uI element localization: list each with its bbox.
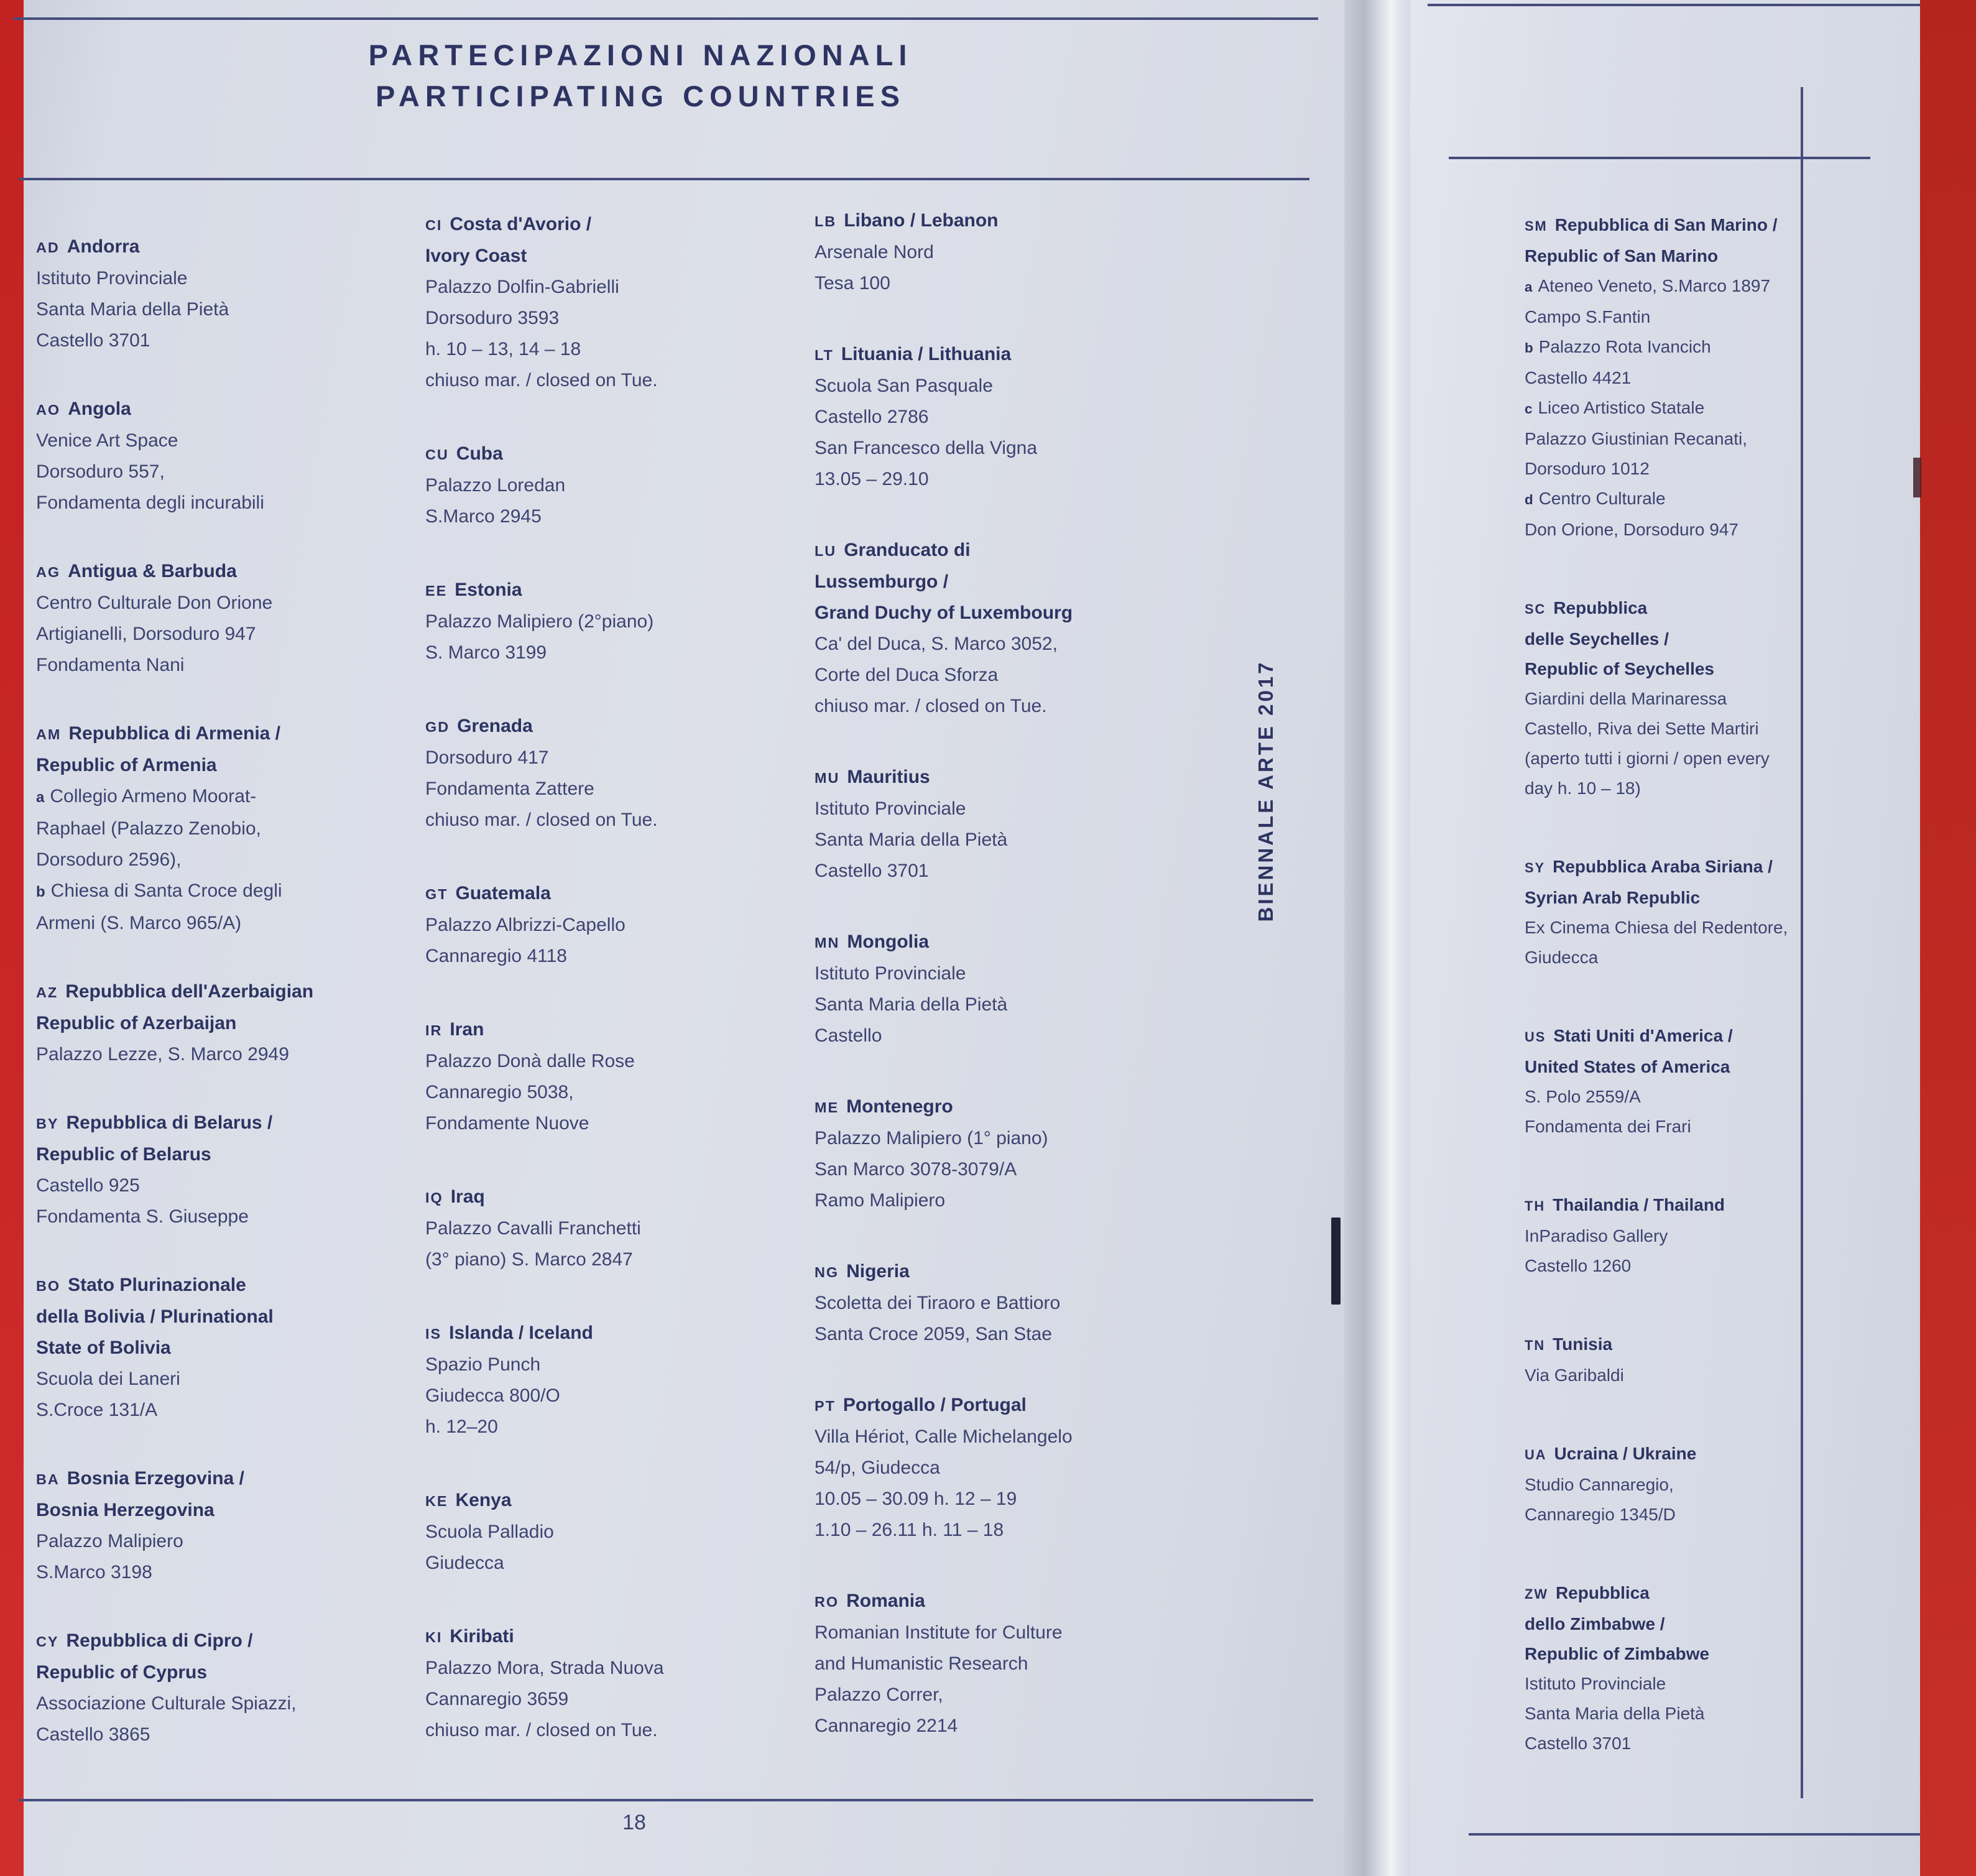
venue-line: Castello 3865 (36, 1724, 150, 1745)
country-entry (815, 205, 1228, 299)
country-entry (815, 926, 1228, 1051)
country-entry (1525, 1190, 1873, 1281)
country-entry-first-line (1525, 1329, 1873, 1361)
country-entry-first-line (425, 1621, 811, 1653)
country-entry-first-line (36, 556, 409, 588)
venue-line: b Chiesa di Santa Croce degli (36, 880, 282, 901)
country-entry-first-line (425, 575, 811, 606)
country-name-continued: della Bolivia / Plurinational (36, 1306, 274, 1327)
venue-line: San Marco 3078-3079/A (815, 1159, 1017, 1180)
country-code: ME (815, 1099, 839, 1116)
venue-line: Villa Hériot, Calle Michelangelo (815, 1426, 1073, 1447)
venue-line: (3° piano) S. Marco 2847 (425, 1249, 633, 1270)
venue-line: Castello, Riva dei Sette Martiri (1525, 719, 1759, 738)
country-entry-first-line (1525, 1439, 1873, 1470)
country-name-continued: United States of America (1525, 1057, 1730, 1076)
country-entry-first-line (425, 1181, 811, 1213)
page-number: 18 (622, 1811, 646, 1834)
venue-line: Santa Maria della Pietà (36, 299, 229, 320)
venue-line: Santa Maria della Pietà (815, 829, 1008, 850)
left-page-bottom-rule (19, 1799, 1313, 1801)
country-name: Repubblica Araba Siriana / (1553, 857, 1773, 876)
page-title-line1: PARTECIPAZIONI NAZIONALI (368, 39, 913, 72)
venue-line: a Ateneo Veneto, S.Marco 1897 (1525, 276, 1771, 295)
country-entry (1525, 1578, 1873, 1758)
venue-line: h. 12–20 (425, 1416, 498, 1437)
country-entry-first-line (36, 976, 409, 1008)
venue-line: Castello 2786 (815, 407, 929, 427)
country-name-continued: Ivory Coast (425, 246, 527, 266)
venue-line: Fondamenta dei Frari (1525, 1117, 1691, 1136)
venue-line: b Palazzo Rota Ivancich (1525, 337, 1711, 356)
venue-line: Palazzo Lezze, S. Marco 2949 (36, 1044, 289, 1065)
country-name: Stato Plurinazionale (68, 1275, 246, 1295)
venue-line: Palazzo Giustinian Recanati, (1525, 429, 1747, 448)
country-entry (815, 1091, 1228, 1216)
country-code: LU (815, 543, 837, 559)
venue-line: Giudecca (1525, 948, 1599, 967)
country-entry (1525, 210, 1873, 545)
venue-line: Istituto Provinciale (815, 963, 966, 984)
country-entry-first-line (815, 339, 1228, 371)
country-column-2 (425, 209, 811, 1788)
country-name: Iran (450, 1019, 484, 1040)
venue-line: Castello 4421 (1525, 368, 1632, 387)
country-entry (815, 1256, 1228, 1350)
binding-ink-mark (1331, 1218, 1341, 1305)
country-entry (815, 339, 1228, 495)
country-code: KI (425, 1629, 443, 1645)
venue-line: Cannaregio 3659 (425, 1689, 569, 1709)
country-name: Montenegro (846, 1096, 953, 1117)
venue-line: a Collegio Armeno Moorat- (36, 786, 257, 806)
country-entry-first-line (815, 535, 1228, 566)
venue-line: Fondamenta degli incurabili (36, 492, 264, 513)
country-code: AO (36, 402, 61, 418)
country-entry (425, 1485, 811, 1579)
country-code: CY (36, 1633, 59, 1650)
venue-line: Istituto Provinciale (1525, 1674, 1666, 1693)
country-code: SM (1525, 218, 1548, 234)
venue-line: Dorsoduro 3593 (425, 308, 560, 328)
spine-vertical-text: BIENNALE ARTE 2017 (1254, 660, 1277, 922)
venue-line: Don Orione, Dorsoduro 947 (1525, 520, 1738, 539)
country-entry-first-line (1525, 210, 1873, 241)
country-code: UA (1525, 1447, 1547, 1462)
venue-line: Castello 1260 (1525, 1256, 1632, 1275)
country-name-continued: Republic of Seychelles (1525, 659, 1714, 678)
country-entry-first-line (425, 1485, 811, 1517)
country-entry-first-line (815, 762, 1228, 793)
country-name-continued: delle Seychelles / (1525, 629, 1669, 649)
country-entry-first-line (36, 718, 409, 750)
venue-line: c Liceo Artistico Statale (1525, 398, 1705, 417)
venue-line: Palazzo Dolfin-Gabrielli (425, 277, 619, 297)
country-code: LT (815, 347, 834, 363)
country-code: SY (1525, 860, 1546, 876)
country-entry (36, 231, 409, 356)
venue-line: 54/p, Giudecca (815, 1458, 940, 1478)
country-name-continued: State of Bolivia (36, 1338, 171, 1358)
country-entry (1525, 1021, 1873, 1142)
country-code: GT (425, 886, 448, 902)
country-entry (1525, 1329, 1873, 1390)
page-title-line2: PARTICIPATING COUNTRIES (376, 80, 905, 113)
venue-line: Palazzo Donà dalle Rose (425, 1051, 635, 1071)
country-entry (425, 438, 811, 532)
country-code: KE (425, 1493, 448, 1509)
venue-line: S.Croce 131/A (36, 1400, 158, 1420)
venue-line: Scuola Palladio (425, 1522, 554, 1542)
country-name-continued: Republic of San Marino (1525, 246, 1719, 266)
venue-line: Fondamenta Zattere (425, 779, 594, 799)
cover-red-strip-left (0, 0, 24, 1876)
venue-line: Armeni (S. Marco 965/A) (36, 913, 242, 933)
right-page-title-rule (1449, 157, 1870, 159)
country-entry-first-line (425, 711, 811, 742)
country-entry-first-line (1525, 593, 1873, 624)
venue-line: Santa Croce 2059, San Stae (815, 1324, 1052, 1344)
venue-line: Spazio Punch (425, 1354, 541, 1375)
venue-line: S.Marco 3198 (36, 1562, 152, 1583)
venue-line: Associazione Culturale Spiazzi, (36, 1693, 297, 1714)
country-code: MN (815, 935, 840, 951)
venue-line: Palazzo Malipiero (2°piano) (425, 611, 654, 632)
country-code: AG (36, 564, 61, 580)
country-entry (425, 1318, 811, 1443)
venue-line: Ca' del Duca, S. Marco 3052, (815, 634, 1058, 654)
country-name-continued: Republic of Cyprus (36, 1662, 208, 1683)
venue-line: chiuso mar. / closed on Tue. (815, 696, 1047, 716)
country-entry (425, 1181, 811, 1275)
country-column-3 (815, 205, 1228, 1781)
venue-line: Romanian Institute for Culture (815, 1622, 1063, 1643)
venue-line: Castello 3701 (815, 861, 929, 881)
country-code: BO (36, 1278, 61, 1294)
country-name: Repubblica dell'Azerbaigian (65, 981, 314, 1002)
country-entry-first-line (425, 209, 811, 241)
country-code: AM (36, 726, 62, 742)
venue-line: Castello 925 (36, 1175, 140, 1196)
right-page-top-rule (1428, 4, 1920, 6)
page-title (99, 35, 1181, 117)
country-name: Stati Uniti d'America / (1553, 1026, 1733, 1045)
venue-line: San Francesco della Vigna (815, 438, 1038, 458)
venue-line: Palazzo Cavalli Franchetti (425, 1218, 641, 1239)
country-name: Repubblica (1553, 598, 1648, 617)
country-code: IR (425, 1022, 443, 1038)
country-name: Tunisia (1553, 1334, 1613, 1354)
venue-line: Tesa 100 (815, 273, 890, 293)
venue-line: Palazzo Mora, Strada Nuova (425, 1658, 664, 1678)
country-code: SC (1525, 601, 1546, 617)
country-entry-first-line (815, 926, 1228, 958)
country-code: NG (815, 1264, 839, 1280)
country-name: Portogallo / Portugal (843, 1395, 1027, 1415)
venue-line: 1.10 – 26.11 h. 11 – 18 (815, 1520, 1004, 1540)
country-name: Angola (68, 399, 131, 419)
country-entry (1525, 593, 1873, 803)
venue-line: Dorsoduro 2596), (36, 849, 182, 870)
country-name-continued: Bosnia Herzegovina (36, 1500, 215, 1520)
venue-line: S. Marco 3199 (425, 642, 547, 663)
venue-line: Istituto Provinciale (36, 268, 188, 289)
country-entry (425, 878, 811, 972)
country-code: BA (36, 1471, 60, 1487)
venue-line: Campo S.Fantin (1525, 307, 1651, 326)
country-entry (1525, 1439, 1873, 1530)
venue-line: Castello 3701 (1525, 1734, 1632, 1753)
country-code: GD (425, 719, 450, 735)
country-name: Mauritius (847, 767, 930, 787)
venue-line: Fondamente Nuove (425, 1113, 589, 1134)
venue-line: Ex Cinema Chiesa del Redentore, (1525, 918, 1788, 937)
country-code: PT (815, 1398, 836, 1414)
country-code: TH (1525, 1198, 1546, 1214)
venue-line: Dorsoduro 557, (36, 461, 165, 482)
venue-sub-code: c (1525, 401, 1533, 417)
country-entry-first-line (36, 1270, 409, 1301)
venue-line: Palazzo Loredan (425, 475, 566, 496)
country-entry-first-line (1525, 852, 1873, 883)
country-name: Repubblica di Armenia / (68, 723, 281, 744)
venue-line: Artigianelli, Dorsoduro 947 (36, 624, 256, 644)
venue-line: Castello 3701 (36, 330, 150, 351)
country-name-continued: Republic of Belarus (36, 1144, 211, 1165)
venue-line: Santa Maria della Pietà (1525, 1704, 1705, 1723)
country-entry (1525, 852, 1873, 973)
country-entry (815, 1390, 1228, 1546)
venue-line: chiuso mar. / closed on Tue. (425, 810, 658, 830)
country-entry-first-line (1525, 1578, 1873, 1609)
right-page-vertical-rule (1801, 87, 1803, 1798)
country-entry (36, 1107, 409, 1232)
venue-line: Istituto Provinciale (815, 798, 966, 819)
country-entry-first-line (36, 394, 409, 425)
cover-edge-mark (1913, 458, 1921, 497)
country-entry (36, 718, 409, 939)
country-entry (815, 762, 1228, 887)
country-code: CI (425, 217, 443, 233)
country-entry (425, 1014, 811, 1139)
country-name-continued: dello Zimbabwe / (1525, 1614, 1665, 1633)
country-entry (36, 1463, 409, 1588)
venue-line: Castello (815, 1025, 882, 1046)
country-entry-first-line (425, 438, 811, 470)
venue-line: Cannaregio 4118 (425, 946, 567, 966)
country-name: Cuba (456, 443, 503, 464)
country-name: Thailandia / Thailand (1553, 1195, 1725, 1214)
venue-line: Palazzo Correr, (815, 1684, 943, 1705)
country-name: Ucraina / Ukraine (1554, 1444, 1697, 1463)
venue-line: Giudecca 800/O (425, 1385, 560, 1406)
venue-line: Scuola San Pasquale (815, 376, 993, 396)
venue-line: Dorsoduro 1012 (1525, 459, 1650, 478)
country-entry (36, 1625, 409, 1750)
country-entry-first-line (36, 1625, 409, 1657)
country-name: Grenada (457, 716, 533, 736)
venue-line: S. Polo 2559/A (1525, 1087, 1641, 1106)
country-entry (425, 1621, 811, 1746)
venue-line: Santa Maria della Pietà (815, 994, 1008, 1015)
venue-line: Via Garibaldi (1525, 1365, 1624, 1385)
venue-line: Giardini della Marinaressa (1525, 689, 1727, 708)
venue-line: Corte del Duca Sforza (815, 665, 999, 685)
venue-line: chiuso mar. / closed on Tue. (425, 370, 658, 390)
page-fold-shadow (1344, 0, 1410, 1876)
venue-line: Palazzo Malipiero (36, 1531, 183, 1551)
country-name-continued: Grand Duchy of Luxembourg (815, 603, 1073, 623)
country-name: Mongolia (847, 931, 930, 952)
venue-line: Fondamenta S. Giuseppe (36, 1206, 249, 1227)
venue-sub-code: a (1525, 279, 1533, 295)
venue-line: Raphael (Palazzo Zenobio, (36, 818, 261, 839)
country-name: Repubblica di Belarus / (66, 1112, 273, 1133)
country-column-right-page (1525, 210, 1873, 1807)
country-name-continued: Syrian Arab Republic (1525, 888, 1701, 907)
country-name: Costa d'Avorio / (450, 214, 592, 234)
venue-line: InParadiso Gallery (1525, 1226, 1668, 1245)
country-code: IQ (425, 1190, 443, 1206)
right-page-bottom-rule (1469, 1833, 1920, 1836)
venue-line: Scuola dei Laneri (36, 1369, 180, 1389)
country-name: Granducato di (844, 540, 971, 560)
country-entry-first-line (36, 1463, 409, 1495)
country-entry-first-line (815, 1390, 1228, 1421)
country-name: Nigeria (846, 1261, 910, 1282)
venue-line: Centro Culturale Don Orione (36, 593, 273, 613)
venue-sub-code: b (1525, 340, 1533, 356)
country-code: BY (36, 1116, 59, 1132)
country-name: Estonia (455, 580, 522, 600)
country-code: LB (815, 213, 837, 229)
country-name: Romania (846, 1591, 925, 1611)
country-name-continued: Republic of Armenia (36, 755, 217, 775)
country-name: Libano / Lebanon (844, 210, 999, 231)
venue-sub-code: a (36, 789, 45, 806)
country-name: Lituania / Lithuania (841, 344, 1012, 364)
country-name-continued: Republic of Azerbaijan (36, 1013, 237, 1033)
country-name: Guatemala (455, 883, 551, 903)
venue-line: Cannaregio 1345/D (1525, 1505, 1676, 1524)
country-name: Repubblica di Cipro / (66, 1630, 253, 1651)
country-name: Andorra (67, 236, 140, 257)
country-entry-first-line (815, 1256, 1228, 1288)
country-entry-first-line (1525, 1021, 1873, 1052)
venue-line: (aperto tutti i giorni / open every (1525, 749, 1770, 768)
country-code: EE (425, 583, 448, 599)
country-code: ZW (1525, 1586, 1548, 1602)
country-entry-first-line (425, 878, 811, 910)
venue-line: Venice Art Space (36, 430, 178, 451)
venue-sub-code: d (1525, 492, 1533, 507)
country-entry (815, 535, 1228, 722)
venue-line: 13.05 – 29.10 (815, 469, 929, 489)
country-entry (425, 209, 811, 396)
venue-line: h. 10 – 13, 14 – 18 (425, 339, 581, 359)
venue-line: Dorsoduro 417 (425, 747, 549, 768)
country-code: AD (36, 239, 60, 256)
country-entry (36, 556, 409, 681)
country-entry (425, 575, 811, 668)
country-entry (815, 1586, 1228, 1742)
country-entry-first-line (815, 205, 1228, 237)
country-name: Repubblica (1555, 1583, 1650, 1602)
venue-sub-code: b (36, 884, 45, 900)
country-code: US (1525, 1029, 1546, 1045)
venue-line: day h. 10 – 18) (1525, 779, 1641, 798)
country-code: CU (425, 446, 449, 463)
country-name: Islanda / Iceland (449, 1323, 593, 1343)
country-code: RO (815, 1594, 839, 1610)
country-code: TN (1525, 1338, 1546, 1353)
country-code: IS (425, 1326, 442, 1342)
country-entry-first-line (815, 1586, 1228, 1617)
venue-line: Palazzo Albrizzi-Capello (425, 915, 626, 935)
country-name-continued: Republic of Zimbabwe (1525, 1644, 1710, 1663)
country-entry-first-line (425, 1318, 811, 1349)
country-entry-first-line (36, 231, 409, 263)
venue-line: d Centro Culturale (1525, 489, 1666, 508)
venue-line: Fondamenta Nani (36, 655, 185, 675)
venue-line: Arsenale Nord (815, 242, 934, 262)
left-page-title-rule (19, 178, 1309, 180)
venue-line: Ramo Malipiero (815, 1190, 946, 1211)
country-name: Repubblica di San Marino / (1554, 215, 1778, 234)
country-column-1 (36, 231, 409, 1788)
country-name: Kenya (455, 1490, 512, 1510)
venue-line: Palazzo Malipiero (1° piano) (815, 1128, 1048, 1148)
venue-line: Scoletta dei Tiraoro e Battioro (815, 1293, 1061, 1313)
venue-line: S.Marco 2945 (425, 506, 542, 527)
country-code: AZ (36, 984, 58, 1000)
cover-red-strip-right (1920, 0, 1976, 1876)
venue-line: and Humanistic Research (815, 1653, 1028, 1674)
country-entry-first-line (425, 1014, 811, 1046)
country-code: MU (815, 770, 840, 786)
venue-line: Studio Cannaregio, (1525, 1475, 1674, 1494)
country-entry (36, 394, 409, 519)
country-entry (425, 711, 811, 836)
country-entry (36, 1270, 409, 1426)
country-entry-first-line (815, 1091, 1228, 1123)
venue-line: chiuso mar. / closed on Tue. (425, 1720, 658, 1740)
country-name: Antigua & Barbuda (68, 561, 237, 581)
left-page-top-rule (14, 17, 1318, 20)
country-entry (36, 976, 409, 1070)
country-name-continued: Lussemburgo / (815, 571, 949, 592)
venue-line: 10.05 – 30.09 h. 12 – 19 (815, 1489, 1017, 1509)
country-entry-first-line (1525, 1190, 1873, 1221)
venue-line: Giudecca (425, 1553, 504, 1573)
venue-line: Cannaregio 5038, (425, 1082, 574, 1102)
country-name: Iraq (450, 1186, 485, 1207)
country-entry-first-line (36, 1107, 409, 1139)
venue-line: Cannaregio 2214 (815, 1716, 958, 1736)
country-name: Kiribati (450, 1626, 514, 1647)
country-name: Bosnia Erzegovina / (67, 1468, 244, 1489)
